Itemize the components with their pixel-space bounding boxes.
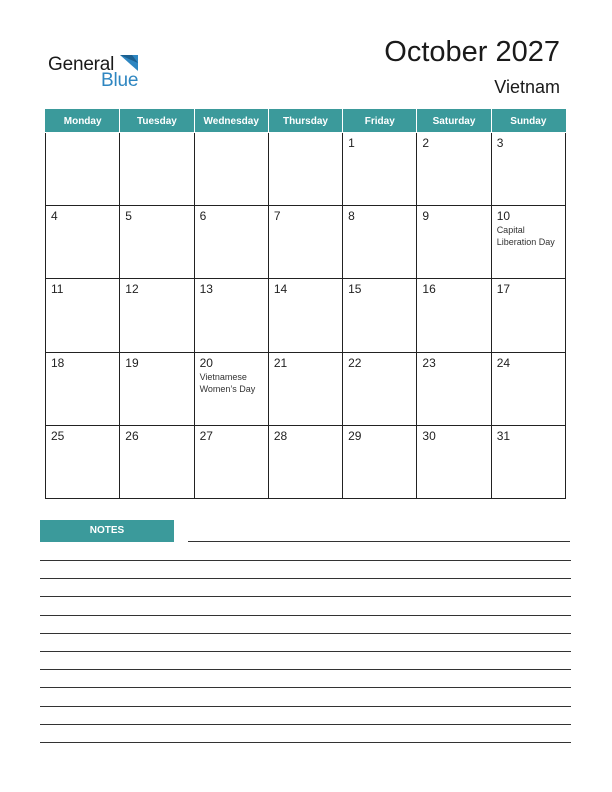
day-number: 14 [273,282,288,297]
weekday-header: Thursday [268,110,342,133]
day-number: 10 [496,209,511,224]
calendar-day-cell [46,425,120,498]
calendar-week-row [46,352,566,425]
day-number: 27 [199,428,213,443]
day-number: 15 [348,282,362,297]
calendar-day-cell [417,425,491,498]
day-number: 17 [496,282,511,297]
calendar-day-cell [268,352,342,425]
day-number: 31 [496,428,511,443]
weekday-header: Saturday [417,110,491,133]
day-number: 5 [125,209,132,224]
logo-text-blue: Blue [101,70,139,91]
note-line [40,560,571,561]
calendar-day-cell [46,133,120,206]
note-line [40,669,571,670]
weekday-header: Wednesday [194,110,268,133]
weekday-header-row [46,110,566,133]
day-number: 19 [125,355,139,370]
day-number: 20 [199,355,213,370]
calendar-day-cell [46,352,120,425]
calendar-day-cell [120,352,194,425]
note-line [40,687,571,688]
calendar-week-row [46,425,566,498]
note-line [40,706,571,707]
day-number: 12 [125,282,139,297]
day-number: 23 [422,355,436,370]
calendar-week-row [46,279,566,352]
note-line [40,724,571,725]
calendar-day-cell [343,279,417,352]
note-line [40,578,571,579]
day-number: 29 [348,428,362,443]
note-line [40,596,571,597]
calendar-week-row [46,133,566,206]
day-number: 8 [348,209,355,224]
calendar-day-cell [491,352,565,425]
calendar-day-cell [417,133,491,206]
calendar-day-cell [491,206,565,279]
calendar-day-cell [417,279,491,352]
calendar-day-cell [120,206,194,279]
day-number: 1 [348,136,355,150]
calendar-day-cell [268,425,342,498]
calendar-day-cell [491,133,565,206]
calendar-day-cell [194,133,268,206]
weekday-header: Friday [343,110,417,133]
day-number: 11 [51,282,64,297]
calendar-day-cell [417,352,491,425]
weekday-header: Tuesday [120,110,194,133]
note-line [40,615,571,616]
calendar-grid [45,109,566,499]
calendar-day-cell [120,425,194,498]
calendar-title: October 2027 [384,36,560,68]
day-number: 22 [348,355,362,370]
calendar-day-cell [194,206,268,279]
day-number: 16 [422,282,436,297]
calendar-day-cell [417,206,491,279]
calendar-day-cell [46,279,120,352]
day-number: 18 [51,355,65,370]
calendar-day-cell [343,425,417,498]
day-number: 13 [199,282,213,297]
calendar-day-cell [194,425,268,498]
day-number: 26 [125,428,139,443]
day-number: 4 [51,209,58,224]
calendar-day-cell [268,279,342,352]
calendar-day-cell [268,133,342,206]
day-number: 30 [422,428,436,443]
logo [48,52,158,92]
calendar-day-cell [491,279,565,352]
day-number: 9 [422,209,430,224]
day-number: 28 [273,428,288,443]
day-number: 24 [496,355,511,370]
calendar-day-cell [268,206,342,279]
notes-label: NOTES [40,520,174,542]
day-number: 3 [496,136,504,150]
day-number: 6 [199,209,207,224]
day-number: 25 [51,428,65,443]
calendar-day-cell [120,133,194,206]
calendar-day-cell [343,133,417,206]
calendar-day-cell [46,206,120,279]
calendar-day-cell [194,279,268,352]
holiday-label: Capital Liberation Day [496,225,555,248]
calendar-day-cell [343,352,417,425]
note-line [40,633,571,634]
note-line [40,651,571,652]
calendar-day-cell [343,206,417,279]
calendar-country: Vietnam [494,77,560,97]
logo-text-general: General [48,54,115,75]
calendar-day-cell [120,279,194,352]
weekday-header: Sunday [491,110,565,133]
calendar-day-cell [194,352,268,425]
calendar-week-row [46,206,566,279]
day-number: 7 [273,209,281,224]
holiday-label: Vietnamese Women’s Day [199,371,256,394]
note-line [188,541,570,542]
day-number: 2 [422,136,430,150]
note-line [40,742,571,743]
day-number: 21 [273,355,288,370]
calendar-day-cell [491,425,565,498]
weekday-header: Monday [46,110,120,133]
